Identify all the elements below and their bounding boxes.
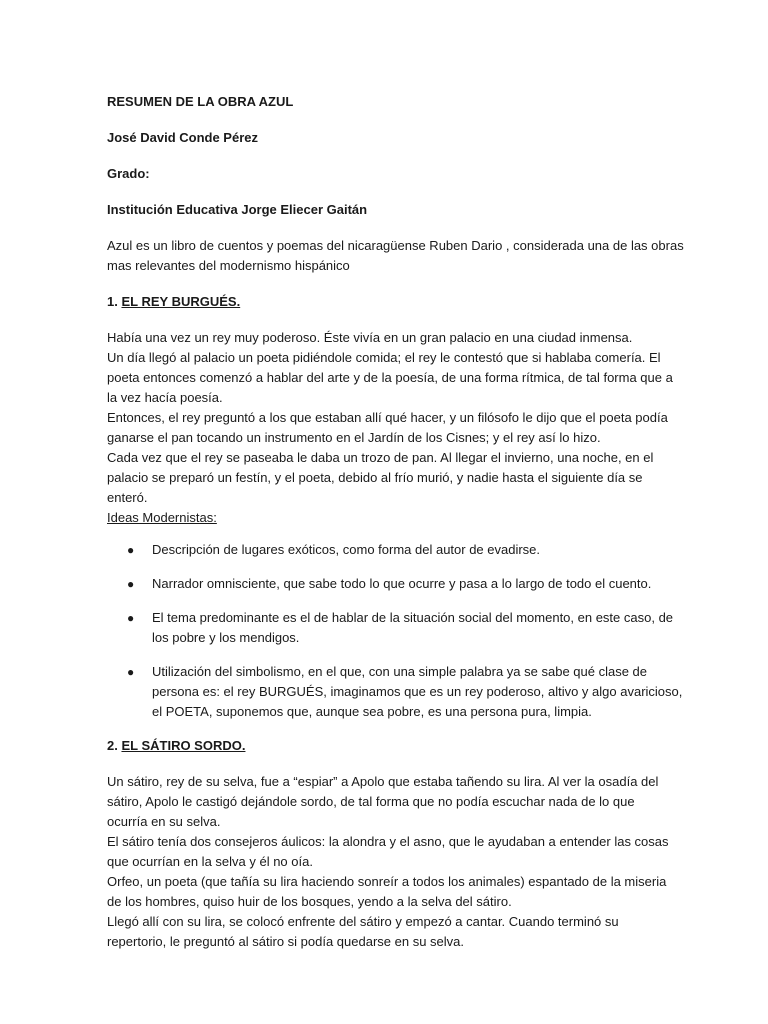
paragraph-line: sátiro, Apolo le castigó dejándole sordo, de tal forma que no podía escuchar nada de lo que <box>107 794 635 809</box>
paragraph-line: palacio se preparó un festín, y el poeta, debido al frío murió, y nadie hasta el siguiente día se <box>107 470 643 485</box>
intro-line: Azul es un libro de cuentos y poemas del nicaragüense Ruben Dario , considerada una de las obras <box>107 238 684 253</box>
bullet-icon: ● <box>127 577 135 591</box>
paragraph-line: la vez hacía poesía. <box>107 390 223 405</box>
paragraph-line: enteró. <box>107 490 148 505</box>
paragraph-line: Llegó allí con su lira, se colocó enfrente del sátiro y empezó a cantar. Cuando terminó su <box>107 914 619 929</box>
bullet-icon: ● <box>127 665 135 679</box>
list-item-line: Utilización del simbolismo, en el que, con una simple palabra ya se sabe qué clase de <box>152 664 648 679</box>
section-2-body <box>107 772 698 952</box>
list-item <box>107 574 698 594</box>
author-name: José David Conde Pérez <box>107 130 258 145</box>
paragraph-line: que ocurrían en la selva y él no oía. <box>107 854 313 869</box>
paragraph-line: Un día llegó al palacio un poeta pidiéndole comida; el rey le contestó que si hablaba comería. El <box>107 350 661 365</box>
grade-label: Grado: <box>107 166 150 181</box>
document-title: RESUMEN DE LA OBRA AZUL <box>107 94 294 109</box>
list-item <box>107 662 698 722</box>
paragraph-line: de los hombres, quiso huir de los bosques, yendo a la selva del sátiro. <box>107 894 512 909</box>
paragraph-line: repertorio, le preguntó al sátiro si podía quedarse en su selva. <box>107 934 464 949</box>
list-item-line: persona es: el rey BURGUÉS, imaginamos que es un rey poderoso, altivo y algo avaricioso, <box>152 684 683 699</box>
paragraph-line: ganarse el pan tocando un instrumento en el Jardín de los Cisnes; y el rey así lo hizo. <box>107 430 601 445</box>
intro-line: mas relevantes del modernismo hispánico <box>107 258 350 273</box>
paragraph-line: Entonces, el rey preguntó a los que estaban allí qué hacer, y un filósofo le dijo que el poeta podía <box>107 410 668 425</box>
section-1-number: 1. <box>107 294 122 309</box>
section-1-heading <box>107 292 698 312</box>
list-item-line: el POETA, suponemos que, aunque sea pobre, es una persona pura, limpia. <box>152 704 592 719</box>
ideas-list <box>107 540 698 722</box>
intro-paragraph <box>107 236 698 276</box>
paragraph-line: Había una vez un rey muy poderoso. Éste vivía en un gran palacio en una ciudad inmensa. <box>107 330 633 345</box>
paragraph-line: Orfeo, un poeta (que tañía su lira haciendo sonreír a todos los animales) espantado de la miseria <box>107 874 667 889</box>
section-2-title: EL SÁTIRO SORDO. <box>121 738 246 753</box>
section-1-title: EL REY BURGUÉS. <box>121 294 241 309</box>
list-item <box>107 540 698 560</box>
paragraph-line: ocurría en su selva. <box>107 814 221 829</box>
section-2-heading <box>107 736 698 756</box>
section-1-body <box>107 328 698 508</box>
list-item-line: Narrador omnisciente, que sabe todo lo que ocurre y pasa a lo largo de todo el cuento. <box>152 576 652 591</box>
list-item <box>107 608 698 648</box>
paragraph-line: Cada vez que el rey se paseaba le daba un trozo de pan. Al llegar el invierno, una noche, en el <box>107 450 654 465</box>
paragraph-line: Un sátiro, rey de su selva, fue a “espiar” a Apolo que estaba tañendo su lira. Al ver la osadía del <box>107 774 659 789</box>
paragraph-line: El sátiro tenía dos consejeros áulicos: la alondra y el asno, que le ayudaban a entender las cosas <box>107 834 669 849</box>
list-item-line: Descripción de lugares exóticos, como forma del autor de evadirse. <box>152 542 541 557</box>
paragraph-line: poeta entonces comenzó a hablar del arte y de la poesía, de una forma rítmica, de tal forma que a <box>107 370 673 385</box>
list-item-line: El tema predominante es el de hablar de la situación social del momento, en este caso, de <box>152 610 674 625</box>
ideas-modernistas-label: Ideas Modernistas: <box>107 510 217 525</box>
section-2-number: 2. <box>107 738 122 753</box>
bullet-icon: ● <box>127 611 135 625</box>
bullet-icon: ● <box>127 543 135 557</box>
school-name: Institución Educativa Jorge Eliecer Gaitán <box>107 202 368 217</box>
list-item-line: los pobre y los mendigos. <box>152 630 300 645</box>
